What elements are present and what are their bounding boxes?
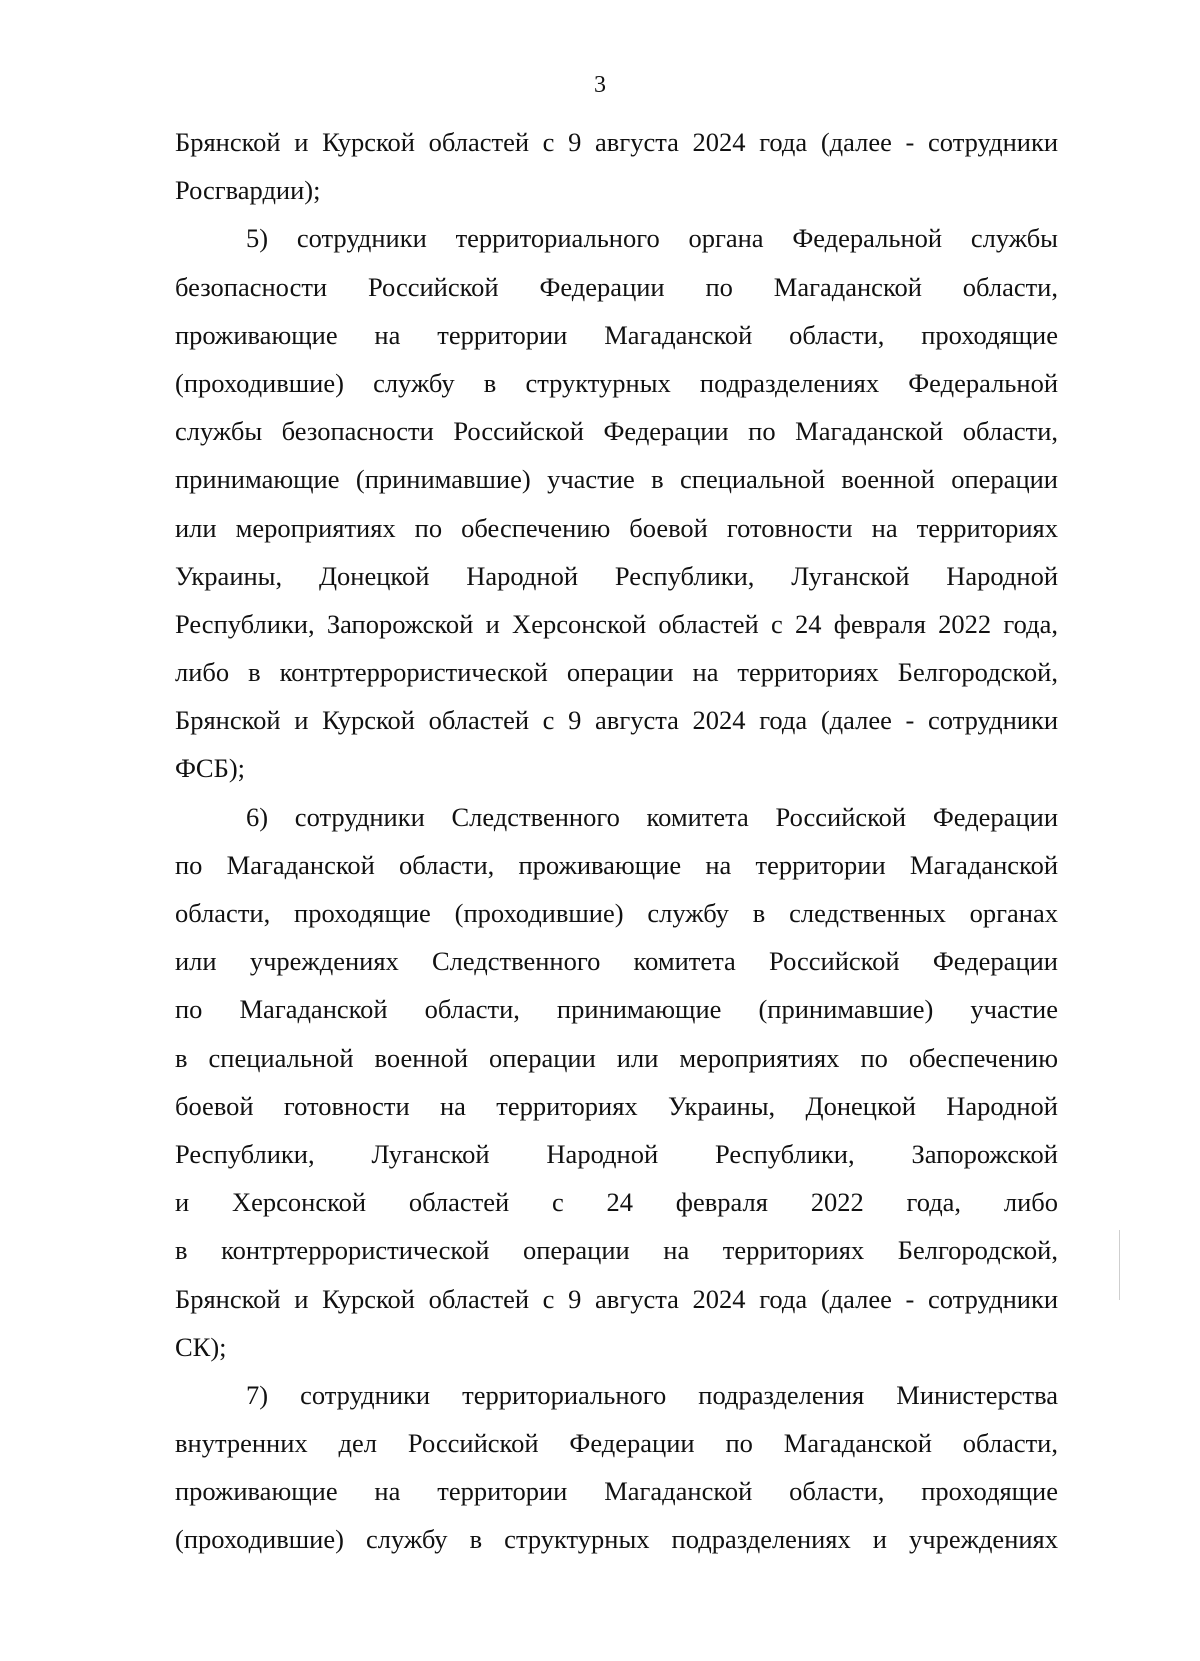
text-line: боевой готовности на территориях Украины, Донецкой Народной — [175, 1090, 1058, 1121]
text-line: принимающие (принимавшие) участие в специальной военной операции — [175, 464, 1058, 495]
text-line: (проходившие) службу в структурных подразделениях и учреждениях — [175, 1524, 1058, 1555]
text-line: СК); — [175, 1331, 227, 1362]
text-line: в специальной военной операции или мероприятиях по обеспечению — [175, 1042, 1058, 1073]
text-line: внутренних дел Российской Федерации по Магаданской области, — [175, 1428, 1058, 1459]
document-body — [175, 118, 1058, 1564]
text-line: и Херсонской областей с 24 февраля 2022 года, либо — [175, 1187, 1058, 1218]
text-line: 6) сотрудники Следственного комитета Российской Федерации — [246, 801, 1058, 832]
text-line: либо в контртеррористической операции на территориях Белгородской, — [175, 657, 1058, 688]
text-line: Брянской и Курской областей с 9 августа 2024 года (далее - сотрудники — [175, 1283, 1058, 1314]
text-line: Республики, Луганской Народной Республики, Запорожской — [175, 1138, 1058, 1169]
text-line: Украины, Донецкой Народной Республики, Луганской Народной — [175, 560, 1058, 591]
text-line: Брянской и Курской областей с 9 августа 2024 года (далее - сотрудники — [175, 127, 1058, 157]
text-line: Брянской и Курской областей с 9 августа 2024 года (далее - сотрудники — [175, 705, 1058, 736]
text-line: 5) сотрудники территориального органа Федеральной службы — [246, 223, 1058, 254]
text-line: Республики, Запорожской и Херсонской областей с 24 февраля 2022 года, — [175, 608, 1058, 639]
text-line: службы безопасности Российской Федерации по Магаданской области, — [175, 416, 1058, 447]
text-line: или учреждениях Следственного комитета Российской Федерации — [175, 946, 1058, 977]
text-line: в контртеррористической операции на территориях Белгородской, — [175, 1235, 1058, 1266]
text-line: (проходившие) службу в структурных подразделениях Федеральной — [175, 367, 1058, 398]
text-line: Росгвардии); — [175, 175, 321, 206]
text-line: проживающие на территории Магаданской области, проходящие — [175, 319, 1058, 350]
text-line: 7) сотрудники территориального подразделения Министерства — [246, 1379, 1058, 1410]
text-line: или мероприятиях по обеспечению боевой готовности на территориях — [175, 512, 1058, 543]
text-line: области, проходящие (проходившие) службу в следственных органах — [175, 898, 1058, 928]
scan-artifact — [1119, 1230, 1120, 1300]
page-number: 3 — [594, 72, 606, 98]
text-line: по Магаданской области, проживающие на территории Магаданской — [175, 849, 1058, 880]
text-line: безопасности Российской Федерации по Магаданской области, — [175, 271, 1058, 302]
text-line: проживающие на территории Магаданской области, проходящие — [175, 1476, 1058, 1507]
text-line: ФСБ); — [175, 753, 246, 784]
text-line: по Магаданской области, принимающие (принимавшие) участие — [175, 994, 1058, 1025]
